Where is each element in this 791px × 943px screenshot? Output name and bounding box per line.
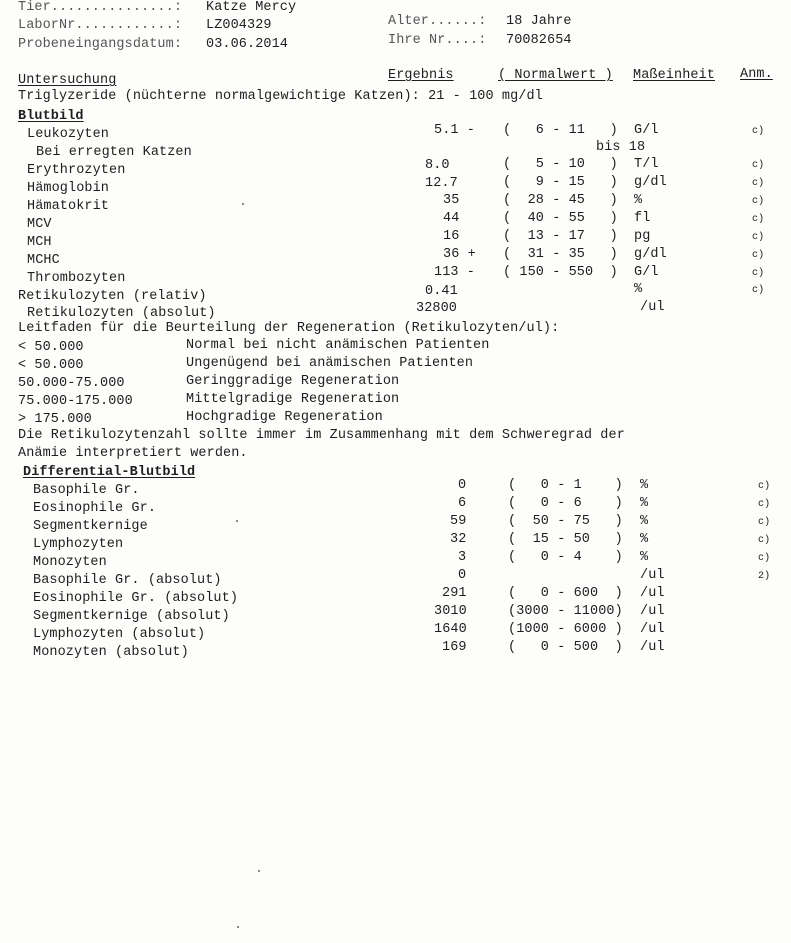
row-result: 0.41 (425, 284, 458, 299)
row-range: ( 40 - 55 ) (503, 211, 618, 226)
row-result: 113 - (434, 265, 476, 280)
row-name: MCHC (27, 253, 60, 268)
interpretation-note-line-1: Die Retikulozytenzahl sollte immer im Zusammenhang mit dem Schweregrad der (18, 428, 625, 443)
row-result: 35 (443, 193, 460, 208)
row-note: c) (758, 499, 771, 510)
row-note: c) (758, 517, 771, 528)
leitfaden-range: > 175.000 (18, 412, 92, 427)
leitfaden-range: 50.000-75.000 (18, 376, 125, 391)
row-result: 6 (458, 496, 467, 511)
column-untersuchung: Untersuchung (18, 73, 117, 88)
row-result: 44 (443, 211, 460, 226)
row-range: ( 6 - 11 ) (503, 123, 618, 138)
row-range: ( 5 - 10 ) (503, 157, 618, 172)
row-range: ( 0 - 6 ) (508, 496, 623, 511)
row-result: 12.7 (425, 176, 458, 191)
tier-value: Katze Mercy (206, 0, 297, 15)
leitfaden-text: Normal bei nicht anämischen Patienten (186, 338, 490, 353)
row-range: ( 0 - 600 ) (508, 586, 623, 601)
row-name: Segmentkernige (absolut) (33, 609, 230, 624)
column-normalwert: ( Normalwert ) (498, 68, 613, 83)
row-result: 3010 (434, 604, 467, 619)
row-name: Monozyten (absolut) (33, 645, 189, 660)
row-name: Segmentkernige (33, 519, 148, 534)
leitfaden-text: Hochgradige Regeneration (186, 410, 383, 425)
leitfaden-text: Ungenügend bei anämischen Patienten (186, 356, 474, 371)
row-name: Hämoglobin (27, 181, 110, 196)
interpretation-note-line-2: Anämie interpretiert werden. (18, 446, 248, 461)
row-unit: G/l (634, 123, 659, 138)
probeneingangsdatum-label: Probeneingangsdatum: (18, 37, 183, 52)
row-result: 59 (450, 514, 467, 529)
row-name: MCH (27, 235, 52, 250)
labornr-value: LZ004329 (206, 18, 272, 33)
tier-label: Tier...............: (18, 0, 183, 15)
row-range: ( 31 - 35 ) (503, 247, 618, 262)
leitfaden-text: Geringgradige Regeneration (186, 374, 400, 389)
row-note: c) (752, 232, 765, 243)
row-note: 2) (758, 571, 771, 582)
row-result: 0 (458, 478, 467, 493)
column-ergebnis: Ergebnis (388, 68, 454, 83)
row-result: 16 (443, 229, 460, 244)
row-extra: bis 18 (596, 140, 646, 155)
leitfaden-text: Mittelgradige Regeneration (186, 392, 400, 407)
row-range: ( 50 - 75 ) (508, 514, 623, 529)
alter-label: Alter......: (388, 14, 487, 29)
row-result: 3 (458, 550, 467, 565)
row-name: Retikulozyten (relativ) (18, 289, 207, 304)
row-result: 36 + (443, 247, 476, 262)
row-result: 8.0 (425, 158, 450, 173)
row-unit: % (634, 282, 643, 297)
row-range: ( 15 - 50 ) (508, 532, 623, 547)
leitfaden-range: < 50.000 (18, 340, 84, 355)
row-note: c) (752, 178, 765, 189)
row-result: 1640 (434, 622, 467, 637)
row-unit: % (640, 496, 649, 511)
row-name: Basophile Gr. (33, 483, 140, 498)
row-note: c) (752, 214, 765, 225)
scan-speck (242, 203, 244, 205)
row-unit: /ul (640, 622, 665, 637)
row-name: Lymphozyten (absolut) (33, 627, 206, 642)
row-result: 32800 (416, 301, 458, 316)
row-range: ( 0 - 1 ) (508, 478, 623, 493)
row-unit: /ul (640, 604, 665, 619)
row-unit: % (640, 514, 649, 529)
row-unit: T/l (634, 157, 659, 172)
row-note: c) (758, 481, 771, 492)
leitfaden-range: < 50.000 (18, 358, 84, 373)
ihre-nr-value: 70082654 (506, 33, 572, 48)
row-range: (1000 - 6000 ) (508, 622, 623, 637)
row-note: c) (752, 285, 765, 296)
row-name: Bei erregten Katzen (36, 145, 192, 160)
labornr-label: LaborNr............: (18, 18, 183, 33)
row-unit: % (640, 478, 649, 493)
row-name: Retikulozyten (absolut) (27, 306, 216, 321)
row-range: ( 150 - 550 ) (503, 265, 618, 280)
row-result: 169 (442, 640, 467, 655)
scan-speck (236, 520, 238, 522)
row-name: Thrombozyten (27, 271, 126, 286)
row-name: Eosinophile Gr. (absolut) (33, 591, 239, 606)
column-anm: Anm. (740, 67, 773, 82)
row-unit: /ul (640, 568, 665, 583)
row-name: Lymphozyten (33, 537, 124, 552)
row-name: Monozyten (33, 555, 107, 570)
row-unit: fl (634, 211, 651, 226)
row-note: c) (752, 196, 765, 207)
row-unit: G/l (634, 265, 659, 280)
scan-speck (258, 870, 260, 872)
row-name: Basophile Gr. (absolut) (33, 573, 222, 588)
row-note: c) (752, 160, 765, 171)
ihre-nr-label: Ihre Nr....: (388, 33, 487, 48)
row-unit: /ul (640, 640, 665, 655)
row-unit: % (640, 532, 649, 547)
row-note: c) (752, 126, 765, 137)
triglyzeride-line: Triglyzeride (nüchterne normalgewichtige Katzen): 21 - 100 mg/dl (18, 89, 543, 104)
blutbild-heading: Blutbild (18, 109, 84, 124)
alter-value: 18 Jahre (506, 14, 572, 29)
row-name: MCV (27, 217, 52, 232)
row-note: c) (752, 268, 765, 279)
column-masseinheit: Maßeinheit (633, 68, 716, 83)
row-note: c) (758, 535, 771, 546)
row-range: ( 28 - 45 ) (503, 193, 618, 208)
row-note: c) (752, 250, 765, 261)
row-unit: /ul (640, 586, 665, 601)
row-unit: g/dl (634, 247, 667, 262)
row-range: ( 0 - 4 ) (508, 550, 623, 565)
row-unit: /ul (640, 300, 665, 315)
row-note: c) (758, 553, 771, 564)
row-range: (3000 - 11000) (508, 604, 623, 619)
row-unit: pg (634, 229, 651, 244)
row-name: Leukozyten (27, 127, 110, 142)
probeneingangsdatum-value: 03.06.2014 (206, 37, 289, 52)
row-result: 32 (450, 532, 467, 547)
row-unit: % (634, 193, 643, 208)
row-name: Erythrozyten (27, 163, 126, 178)
leitfaden-title: Leitfaden für die Beurteilung der Regeneration (Retikulozyten/ul): (18, 321, 560, 336)
scan-speck (237, 926, 239, 928)
row-result: 0 (458, 568, 467, 583)
row-result: 5.1 - (434, 123, 476, 138)
row-range: ( 0 - 500 ) (508, 640, 623, 655)
row-name: Eosinophile Gr. (33, 501, 157, 516)
row-range: ( 13 - 17 ) (503, 229, 618, 244)
row-unit: % (640, 550, 649, 565)
row-result: 291 (442, 586, 467, 601)
row-unit: g/dl (634, 175, 667, 190)
differential-heading: Differential-Blutbild (23, 465, 196, 480)
leitfaden-range: 75.000-175.000 (18, 394, 133, 409)
row-name: Hämatokrit (27, 199, 110, 214)
row-range: ( 9 - 15 ) (503, 175, 618, 190)
